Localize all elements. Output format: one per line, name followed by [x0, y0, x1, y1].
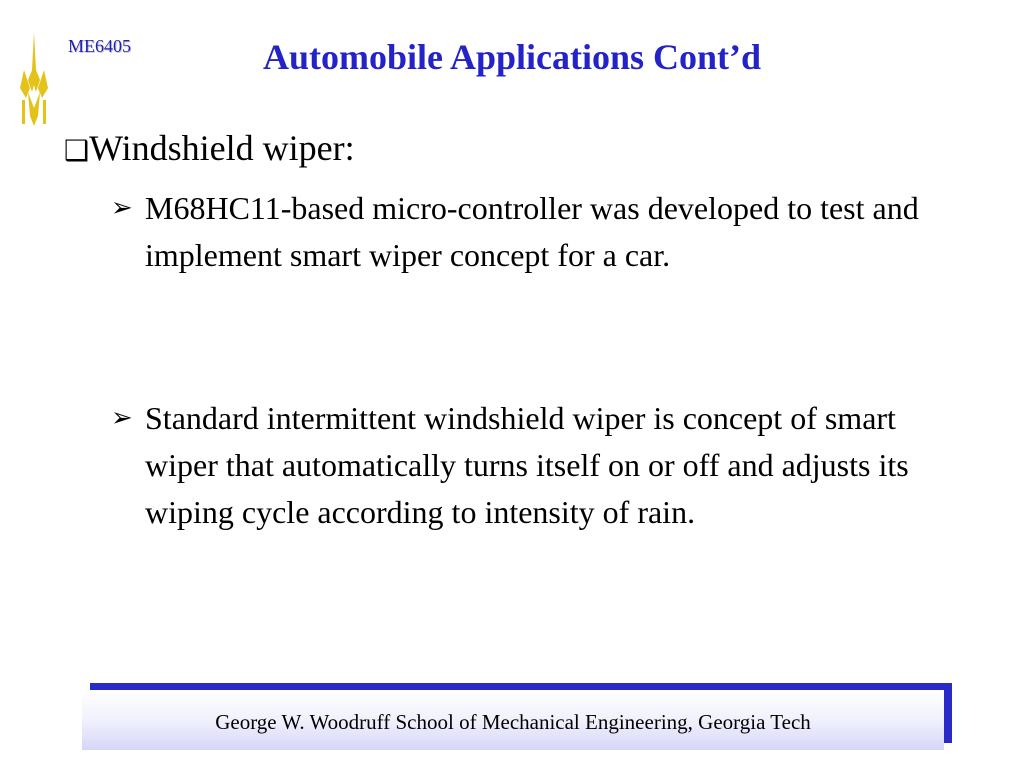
bullet-point-1	[111, 185, 975, 279]
checkbox-bullet-icon: ❑	[64, 134, 90, 167]
heading-text: Windshield wiper:	[89, 128, 355, 168]
arrow-bullet-icon: ➢	[111, 193, 133, 223]
bullet-point-text: Standard intermittent windshield wiper is concept of smart wiper that automatically turns itself on or off and adjusts its wiping cycle according to intensity of rain.	[145, 400, 909, 530]
arrow-bullet-icon: ➢	[111, 403, 133, 433]
section-heading	[64, 124, 355, 175]
bullet-point-text: M68HC11-based micro-controller was developed to test and implement smart wiper concept for a car.	[145, 190, 919, 273]
footer-text: George W. Woodruff School of Mechanical Engineering, Georgia Tech	[215, 710, 811, 734]
course-code: ME6405	[68, 36, 131, 56]
slide-title: Automobile Applications Cont’d	[262, 37, 762, 77]
bullet-point-2	[111, 395, 975, 536]
footer-banner	[82, 690, 944, 750]
